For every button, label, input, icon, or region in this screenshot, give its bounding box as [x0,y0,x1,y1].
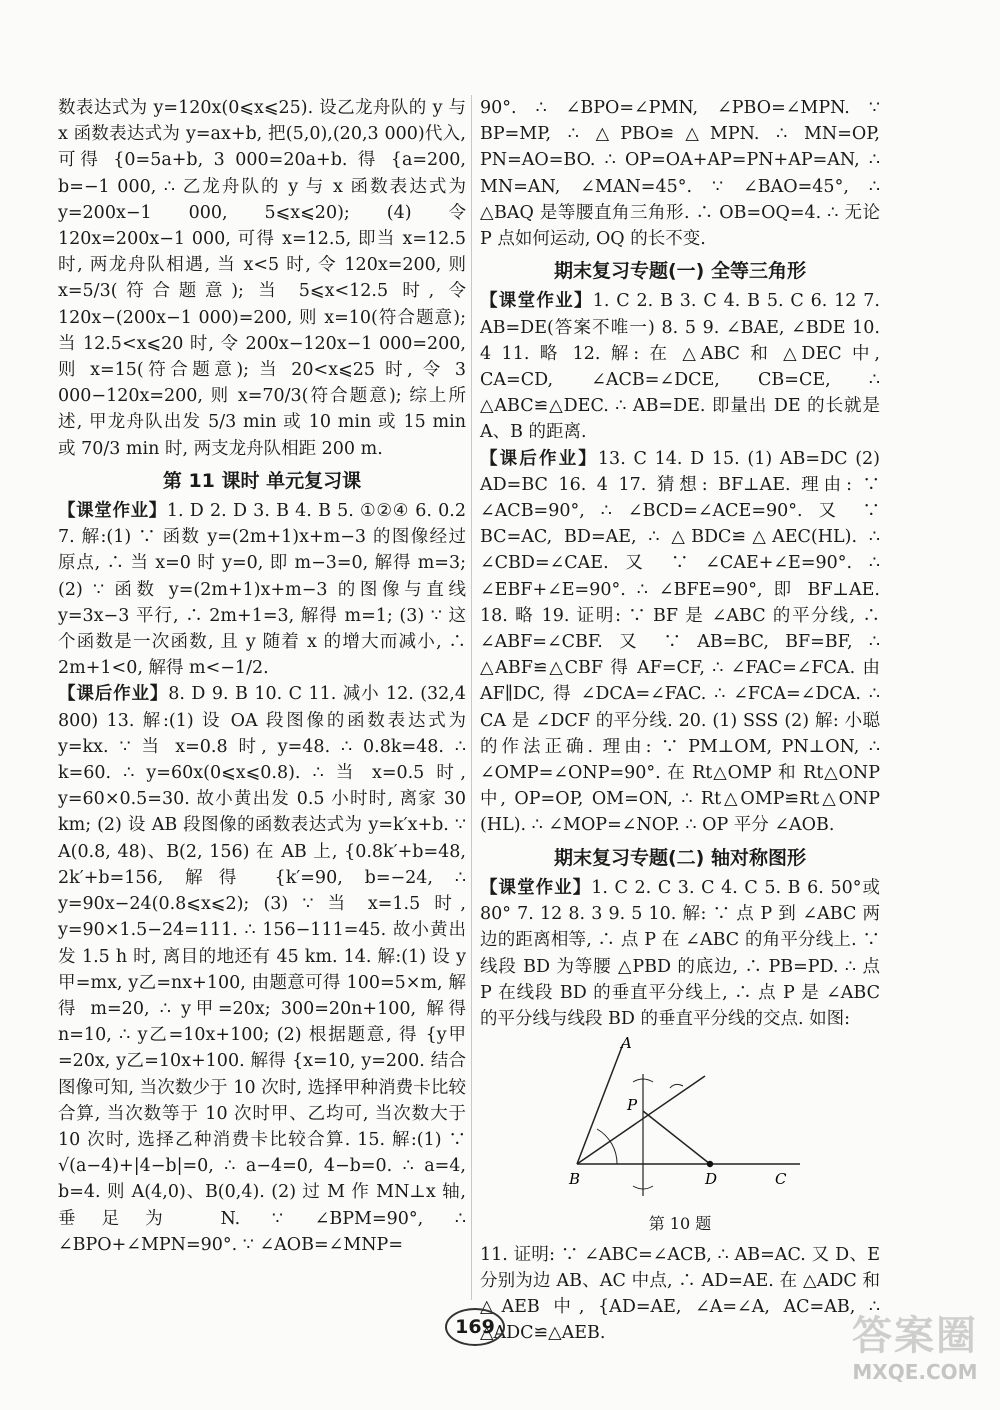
topic-1-homework [480,446,880,839]
classwork-label: 【课堂作业】 [480,877,592,898]
page-number-badge: 169 [445,1308,505,1346]
page-number [443,1307,507,1347]
angle-bisector-line [577,1076,705,1164]
classwork-text: 1. C 2. B 3. C 4. B 5. C 6. 12 7. AB=DE(答案不唯一) 8. 5 9. ∠BAE, ∠BDE 10. 4 11. 略 12. 解: 在 △ABC 和 △DEC 中, CA=CD, ∠ACB=∠DCE, CB=CE, ∴ △ABC≌△DEC. ∴ AB=DE. 即量出 DE 的长就是 A、B 的距离. [480,291,880,443]
lesson-11-classwork [58,498,466,681]
right-continued-answer: 90°. ∴ ∠BPO=∠PMN, ∠PBO=∠MPN. ∵ BP=MP, ∴ △PBO≌△MPN. ∴ MN=OP, PN=AO=BO. ∴ OP=OA+AP=PN+AP=AN, ∴ MN=AN, ∠MAN=45°. ∵ ∠BAO=45°, ∴ △BAQ 是等腰直角三角形. ∴ OB=OQ=4. ∴ 无论 P 点如何运动, OQ 的长不变. [480,98,880,250]
left-column [58,95,466,1258]
classwork-label: 【课堂作业】 [58,501,167,522]
watermark-text-top: 答案圈 [852,1313,978,1359]
label-p: P [627,1096,638,1115]
question-11-answer: 11. 证明: ∵ ∠ABC=∠ACB, ∴ AB=AC. 又 D、E 分别为边 AB、AC 中点, ∴ AD=AE. 在 △ADC 和 △AEB 中, {AD=AE, ∠A=∠A, AC=AB, ∴ △ADC≌△AEB. [480,1244,880,1344]
classwork-label: 【课堂作业】 [480,291,593,312]
angle-bisector-diagram [555,1036,805,1201]
construction-mark-bisector [670,1085,683,1089]
topic-2-classwork [480,875,880,1032]
homework-text: 8. D 9. B 10. C 11. 减小 12. (32,4 800) 13. 解:(1) 设 OA 段图像的函数表达式为 y=kx. ∵ 当 x=0.8 时, y=48. ∴ 0.8k=48. ∴ k=60. ∴ y=60x(0⩽x⩽0.8). ∴ 当 x=0.5 时, y=60×0.5=30. 故小黄出发 0.5 小时时, 离家 30 km; (2) 设 AB 段图像的函数表达式为 y=k′x+b. ∵ A(0.8, 48)、B(2, 156) 在 AB 上, {0.8k′+b=48, 2k′+b=156, 解得 {k′=90, b=−24, ∴ y=90x−24(0.8⩽x⩽2); (3) ∵ 当 x=1.5 时, y=90×1.5−24=111. ∴ 156−111=45. 故小黄出发 1.5 h 时, 离目的地还有 45 km. 14. 解:(1) 设 y甲=mx, y乙=nx+100, 由题意可得 100=5×m, 解得 m=20, ∴ y甲=20x; 300=20n+100, 解得 n=10, ∴ y乙=10x+100; (2) 根据题意, 得 {y甲=20x, y乙=10x+100. 解得 {x=10, y=200. 结合图像可知, 当次数少于 10 次时, 选择甲种消费卡比较合算, 当次数等于 10 次时甲、乙均可, 当次数大于 10 次时, 选择乙种消费卡比较合算. 15. 解:(1) ∵ √(a−4)+|4−b|=0, ∴ a−4=0, 4−b=0. ∴ a=4, b=4. 则 A(4,0)、B(0,4). (2) 过 M 作 MN⊥x 轴, 垂足为 N. ∵ ∠BPM=90°, ∴ ∠BPO+∠MPN=90°. ∵ ∠AOB=∠MNP= [58,684,467,1255]
question-10-figure [480,1036,880,1209]
watermark-text-bottom: MXQE.COM [852,1360,978,1384]
classwork-text: 1. C 2. C 3. C 4. C 5. B 6. 50°或 80° 7. 12 8. 3 9. 5 10. 解: ∵ 点 P 到 ∠ABC 两边的距离相等, ∴ 点 P 在 ∠ABC 的角平分线上. ∵ 线段 BD 为等腰 △PBD 的底边, ∴ PB=PD. ∴ 点 P 在线段 BD 的垂直平分线上, ∴ 点 P 是 ∠ABC 的平分线与线段 BD 的垂直平分线的交点. 如图: [480,877,881,1029]
column-divider [471,95,472,1300]
label-d: D [705,1170,718,1189]
review-topic-1-heading: 期末复习专题(一) 全等三角形 [554,260,806,283]
left-continued-answer: 数表达式为 y=120x(0⩽x⩽25). 设乙龙舟队的 y 与 x 函数表达式为 y=ax+b, 把(5,0),(20,3 000)代入, 可得 {0=5a+b, 3 000=20a+b. 得 {a=200, b=−1 000, ∴ 乙龙舟队的 y 与 x 函数表达式为 y=200x−1 000, 5⩽x⩽20); (4) 令 120x=200x−1 000, 可得 x=12.5, 即当 x=12.5 时, 两龙舟队相遇, 当 x<5 时, 令 120x=200, 则 x=5/3(符合题意); 当 5⩽x<12.5 时, 令 120x−(200x−1 000)=200, 则 x=10(符合题意); 当 12.5<x⩽20 时, 令 200x−120x−1 000=200, 则 x=15(符合题意); 当 20<x⩽25 时, 令 3 000−120x=200, 则 x=70/3(符合题意); 综上所述, 甲龙舟队出发 5/3 min 或 10 min 或 15 min 或 70/3 min 时, 两支龙舟队相距 200 m. [58,98,466,459]
label-b: B [569,1170,581,1189]
segment-pd [643,1111,710,1164]
ray-ba [577,1044,623,1164]
watermark-logo [840,1312,990,1402]
lesson-11-heading: 第 11 课时 单元复习课 [162,469,362,492]
figure-caption: 第 10 题 [648,1214,712,1234]
lesson-11-homework [58,681,466,1257]
homework-label: 【课后作业】 [480,448,598,469]
construction-arc [597,1129,617,1164]
label-a: A [621,1036,632,1053]
homework-label: 【课后作业】 [58,684,169,705]
topic-1-classwork [480,288,880,445]
review-topic-2-heading: 期末复习专题(二) 轴对称图形 [554,846,806,869]
label-c: C [775,1170,787,1189]
homework-text: 13. C 14. D 15. (1) AB=DC (2) AD=BC 16. 4 17. 猜想: BF⊥AE. 理由: ∵ ∠ACB=90°, ∴ ∠BCD=∠ACE=90°. 又 ∵ BC=AC, BD=AE, ∴ △BDC≌△AEC(HL). ∴ ∠CBD=∠CAE. 又 ∵ ∠CAE+∠E=90°. ∴ ∠EBF+∠E=90°. ∴ ∠BFE=90°, 即 BF⊥AE. 18. 略 19. 证明: ∵ BF 是 ∠ABC 的平分线, ∴ ∠ABF=∠CBF. 又 ∵ AB=BC, BF=BF, ∴ △ABF≌△CBF 得 AF=CF, ∴ ∠FAC=∠FCA. 由 AF∥DC, 得 ∠DCA=∠FAC. ∴ ∠FCA=∠DCA. ∴ CA 是 ∠DCF 的平分线. 20. (1) SSS (2) 解: 小聪的作法正确. 理由: ∵ PM⊥OM, PN⊥ON, ∴ ∠OMP=∠ONP=90°. 在 Rt△OMP 和 Rt△ONP 中, OP=OP, OM=ON, ∴ Rt△OMP≌Rt△ONP (HL). ∴ ∠MOP=∠NOP. ∴ OP 平分 ∠AOB. [480,448,881,836]
classwork-text: 1. D 2. D 3. B 4. B 5. ①②④ 6. 0.2 7. 解:(1) ∵ 函数 y=(2m+1)x+m−3 的图像经过原点, ∴ 当 x=0 时 y=0, 即 m−3=0, 解得 m=3; (2) ∵ 函数 y=(2m+1)x+m−3 的图像与直线 y=3x−3 平行, ∴ 2m+1=3, 解得 m=1; (3) ∵ 这个函数是一次函数, 且 y 随着 x 的增大而减小, ∴ 2m+1<0, 解得 m<−1/2. [58,501,466,679]
right-column [480,95,880,1346]
point-d-dot [707,1161,713,1167]
